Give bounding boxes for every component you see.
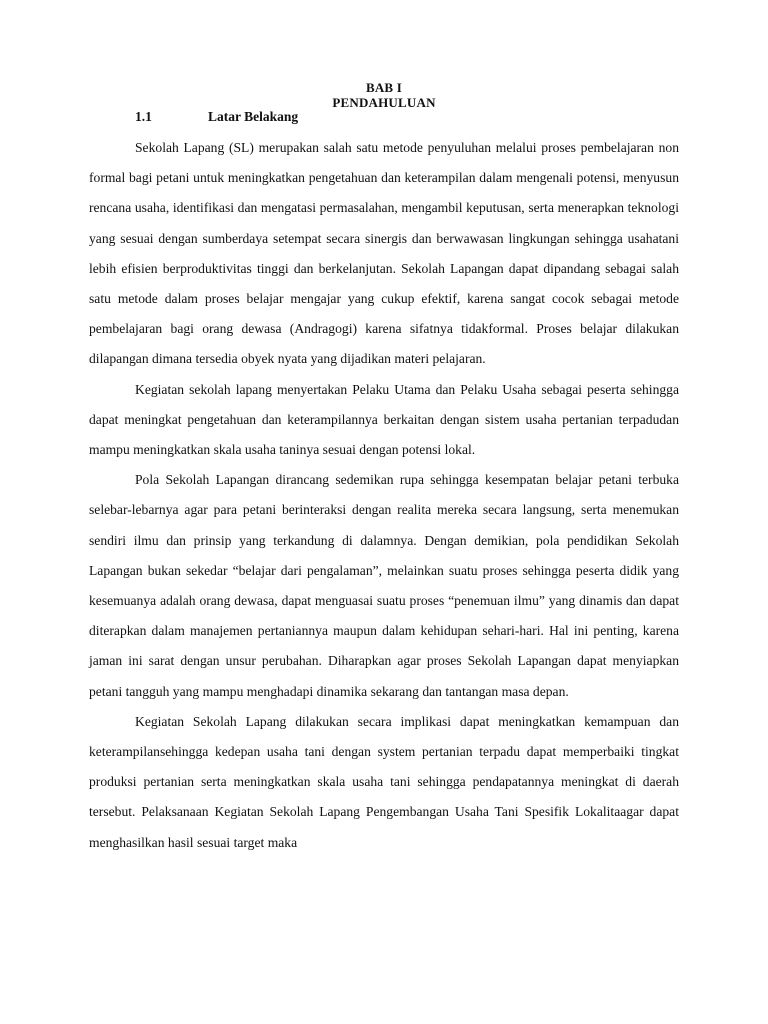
section-number: 1.1 bbox=[135, 109, 152, 124]
paragraph-4: Kegiatan Sekolah Lapang dilakukan secara implikasi dapat meningkatkan kemampuan dan keterampilansehingga kedepan usaha tani dengan system pertanian terpadu dapat memperbaiki tingkat produksi pertanian serta meningkatkan skala usaha tani sehingga pendapatannya meningkat di daerah tersebut. Pelaksanaan Kegiatan Sekolah Lapang Pengembangan Usaha Tani Spesifik Lokalitaagar dapat menghasilkan hasil sesuai target maka bbox=[89, 713, 679, 850]
paragraph-3: Pola Sekolah Lapangan dirancang sedemikan rupa sehingga kesempatan belajar petani terbuka selebar-lebarnya agar para petani berinteraksi dengan realita mereka secara langsung, serta menemukan sendiri ilmu dan prinsip yang terkandung di dalamnya. Dengan demikian, pola pendidikan Sekolah Lapangan bukan sekedar “belajar dari pengalaman”, melainkan suatu proses sehingga peserta didik yang kesemuanya adalah orang dewasa, dapat menguasai suatu proses “penemuan ilmu” yang dinamis dan dapat diterapkan dalam manajemen pertaniannya maupun dalam kehidupan sehari-hari. Hal ini penting, karena jaman ini sarat dengan unsur perubahan. Diharapkan agar proses Sekolah Lapangan dapat menyiapkan petani tangguh yang mampu menghadapi dinamika sekarang dan tantangan masa depan. bbox=[89, 472, 679, 699]
chapter-title: PENDAHULUAN bbox=[332, 95, 436, 110]
section-title: Latar Belakang bbox=[208, 109, 299, 124]
body-text bbox=[89, 133, 679, 858]
paragraph-2: Kegiatan sekolah lapang menyertakan Pelaku Utama dan Pelaku Usaha sebagai peserta sehingga dapat meningkat pengetahuan dan keterampilannya berkaitan dengan sistem usaha pertanian terpadudan mampu meningkatkan skala usaha taninya sesuai dengan potensi lokal. bbox=[89, 381, 679, 458]
section-heading bbox=[135, 109, 298, 125]
paragraph-1: Sekolah Lapang (SL) merupakan salah satu metode penyuluhan melalui proses pembelajaran non formal bagi petani untuk meningkatkan pengetahuan dan keterampilan dalam mengenali potensi, menyusun rencana usaha, identifikasi dan mengatasi permasalahan, mengambil keputusan, serta menerapkan teknologi yang sesuai dengan sumberdaya setempat secara sinergis dan berwawasan lingkungan sehingga usahatani lebih efisien berproduktivitas tinggi dan berkelanjutan. Sekolah Lapangan dapat dipandang sebagai salah satu metode dalam proses belajar mengajar yang cukup efektif, karena sangat cocok sebagai metode pembelajaran bagi orang dewasa (Andragogi) karena sifatnya tidakformal. Proses belajar dilakukan dilapangan dimana tersedia obyek nyata yang dijadikan materi pelajaran. bbox=[89, 140, 679, 367]
chapter-label: BAB I bbox=[365, 80, 403, 95]
